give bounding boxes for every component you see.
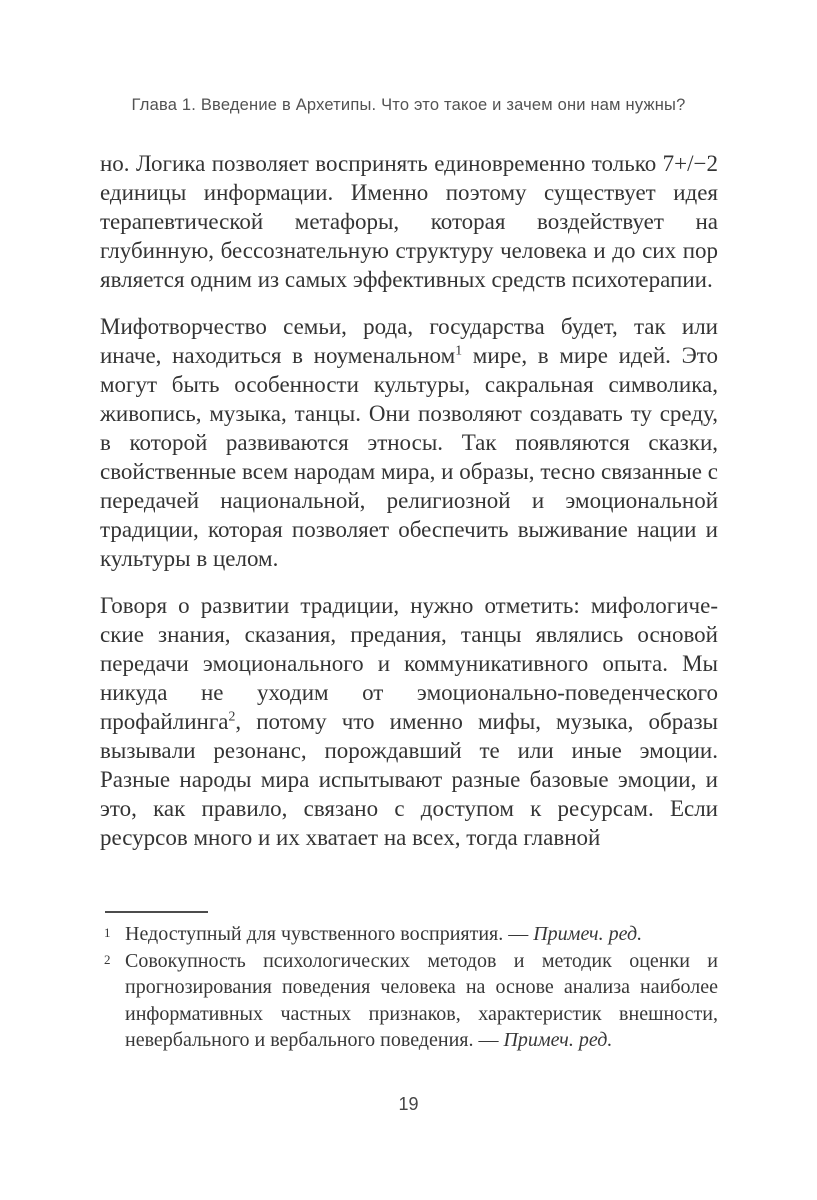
footnote-2 xyxy=(100,948,718,1054)
footnote-marker: 2 xyxy=(104,951,111,967)
footnote-text: Совокупность психологических методов и методик оценки и прогнозирования поведения человека на основе анализа наиболее информативных частных признаков, характеристик внешности, невербального и вербального поведения. — xyxy=(125,949,718,1051)
paragraph xyxy=(100,591,718,852)
footnote-attribution: Примеч. ред. xyxy=(503,1029,613,1051)
footnote-attribution: Примеч. ред. xyxy=(533,923,643,945)
page-number: 19 xyxy=(398,1094,419,1114)
footnote-ref-1: 1 xyxy=(455,342,463,358)
paragraph xyxy=(100,312,718,573)
footnote-ref-2: 2 xyxy=(228,708,236,724)
running-header: Глава 1. Введение в Архетипы. Что это такое и зачем они нам нужны? xyxy=(131,96,686,114)
footnotes-section xyxy=(100,911,718,1054)
paragraph-text: Говоря о развитии традиции, нужно отметить: мифологические знания, сказания, предания, танцы являлись основой передачи эмоционального и коммуникативного опыта. Мы никуда не уходим от эмоционально-поведенческого профайлинга xyxy=(100,593,718,734)
paragraph-text: но. Логика позволяет воспринять единовременно только 7+/−2 единицы информации. Именно поэтому существует идея терапевтической метафоры, которая воздействует на глубинную, бессознательную структуру человека и до сих пор является одним из самых эффективных средств психотерапии. xyxy=(100,151,718,292)
paragraph-text: Мифотворчество семьи, рода, государства будет, так или иначе, находиться в ноуменальном xyxy=(100,314,718,368)
footnote-divider xyxy=(105,911,208,913)
paragraph xyxy=(100,149,718,294)
body-text xyxy=(100,149,718,852)
paragraph-text: , потому что именно мифы, музыка, образы вызывали резонанс, порождавший те или иные эмоции. Разные народы мира испытывают разные базовые эмоции, и это, как правило, связано с доступом к ресурсам. Если ресурсов много и их хватает на всех, тогда главной xyxy=(100,709,718,850)
footnote-text: Недоступный для чувственного восприятия. — xyxy=(125,923,534,945)
footnote-marker: 1 xyxy=(104,925,111,940)
paragraph-text: мире, в мире идей. Это могут быть особенности культуры, сакральная символика, живопись, музыка, танцы. Они позволяют создавать ту среду, в которой развиваются этносы. Так появляются сказки, свойственные всем народам мира, и образы, тесно связанные с передачей национальной, религиозной и эмоциональной традиции, которая позволяет обеспечить выживание нации и культуры в целом. xyxy=(100,343,718,571)
footnote-1 xyxy=(100,921,718,948)
